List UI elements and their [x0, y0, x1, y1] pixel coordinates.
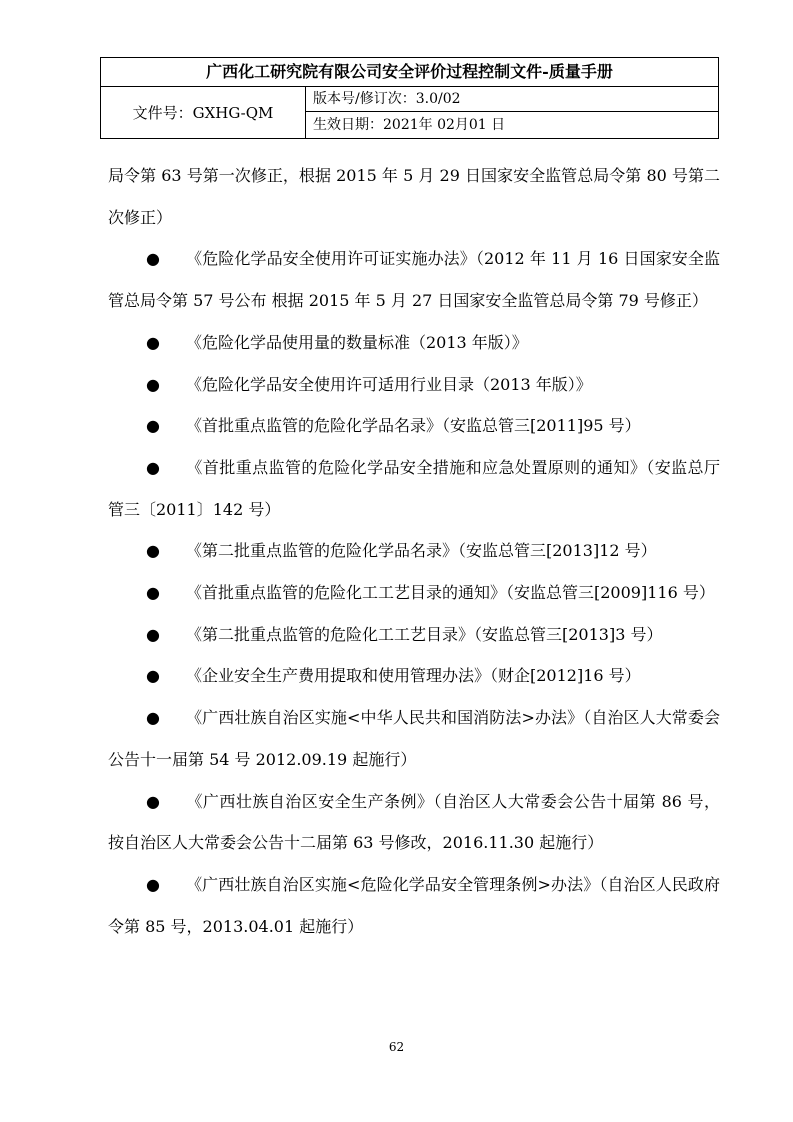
list-item-text: 《企业安全生产费用提取和使用管理办法》（财企[2012]16 号） [186, 666, 641, 686]
list-item [108, 364, 720, 406]
effective-date: 生效日期：2021年 02月01 日 [313, 117, 506, 133]
list-item [108, 447, 720, 530]
bullet-icon: ● [146, 374, 160, 394]
list-item-text: 《广西壮族自治区安全生产条例》（自治区人大常委会公告十届第 86 号，按自治区人大常委会公告十二届第 63 号修改，2016.11.30 起施行） [108, 791, 720, 853]
bullet-icon: ● [146, 416, 160, 436]
list-item [108, 238, 720, 321]
bullet-icon: ● [146, 249, 160, 269]
bullet-icon: ● [146, 541, 160, 561]
bullet-icon: ● [146, 708, 160, 728]
list-item-text: 《首批重点监管的危险化学品名录》（安监总管三[2011]95 号） [186, 416, 641, 436]
document-number: 文件号：GXHG-QM [101, 87, 306, 139]
list-item-text: 《第二批重点监管的危险化学品名录》（安监总管三[2013]12 号） [186, 541, 657, 561]
bullet-icon: ● [146, 332, 160, 352]
list-item-text: 《广西壮族自治区实施<中华人民共和国消防法>办法》（自治区人大常委会公告十一届第 54 号 2012.09.19 起施行） [108, 708, 720, 769]
bullet-icon: ● [146, 457, 160, 477]
list-item-text: 《首批重点监管的危险化工工艺目录的通知》（安监总管三[2009]116 号） [186, 583, 715, 603]
list-item-text: 《危险化学品安全使用许可证实施办法》（2012 年 11 月 16 日国家安全监管总局令第 57 号公布 根据 2015 年 5 月 27 日国家安全监管总局令第 79 号修正） [108, 249, 720, 311]
bullet-icon: ● [146, 583, 160, 603]
list-item [108, 322, 720, 364]
list-item [108, 864, 720, 947]
bullet-icon: ● [146, 874, 160, 894]
list-item-text: 《危险化学品安全使用许可适用行业目录（2013 年版）》 [186, 374, 592, 394]
list-item-text: 《广西壮族自治区实施<危险化学品安全管理条例>办法》（自治区人民政府令第 85 号，2013.04.01 起施行） [108, 874, 720, 936]
intro-paragraph: 局令第 63 号第一次修正，根据 2015 年 5 月 29 日国家安全监管总局令第 80 号第二次修正） [108, 166, 720, 227]
document-header [100, 57, 719, 139]
version-number: 版本号/修订次：3.0/02 [306, 87, 718, 112]
list-item-text: 《首批重点监管的危险化学品安全措施和应急处置原则的通知》（安监总厅管三〔2011〕142 号） [108, 457, 720, 519]
list-item-text: 《危险化学品使用量的数量标准（2013 年版）》 [186, 332, 528, 352]
list-item [108, 614, 720, 656]
page-number: 62 [388, 1040, 405, 1054]
bullet-icon: ● [146, 791, 160, 811]
bullet-icon: ● [146, 666, 160, 686]
list-item [108, 530, 720, 572]
list-item [108, 572, 720, 614]
list-item-text: 《第二批重点监管的危险化工工艺目录》（安监总管三[2013]3 号） [186, 624, 663, 644]
list-item [108, 781, 720, 864]
bullet-icon: ● [146, 624, 160, 644]
list-item [108, 655, 720, 697]
list-item [108, 405, 720, 447]
regulation-list [108, 155, 720, 947]
list-item [108, 697, 720, 780]
header-title: 广西化工研究院有限公司安全评价过程控制文件-质量手册 [101, 58, 718, 87]
